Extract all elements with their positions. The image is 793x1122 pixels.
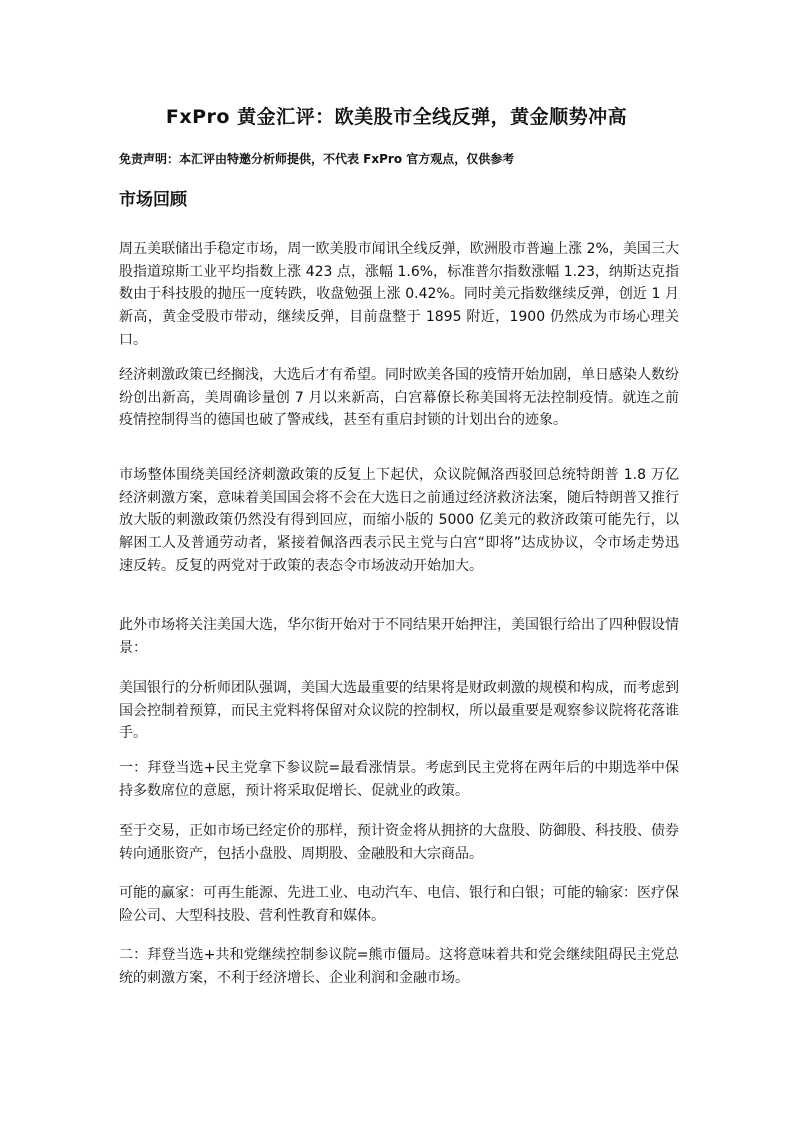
paragraph-bofa-analysis: 美国银行的分析师团队强调，美国大选最重要的结果将是财政刺激的规模和构成，而考虑到国会控制着预算，而民主党料将保留对众议院的控制权，所以最重要是观察参议院将花落谁手。 bbox=[119, 680, 679, 742]
paragraph-winners-losers: 可能的赢家：可再生能源、先进工业、电动汽车、电信、银行和白银；可能的输家：医疗保险公司、大型科技股、营利性教育和媒体。 bbox=[119, 885, 679, 924]
paragraph-stimulus-stalled: 经济刺激政策已经搁浅，大选后才有希望。同时欧美各国的疫情开始加剧，单日感染人数纷纷创出新高，美周确诊量创 7 月以来新高，白宫幕僚长称美国将无法控制疫情。就连之前疫情控制得当的德国也破了警戒线，甚至有重启封锁的计划出台的迹象。 bbox=[119, 367, 679, 429]
section-heading-market-review: 市场回顾 bbox=[119, 190, 187, 210]
paragraph-election-focus: 此外市场将关注美国大选，华尔街开始对于不同结果开始押注，美国银行给出了四种假设情景： bbox=[119, 617, 679, 656]
paragraph-scenario-one: 一：拜登当选+民主党拿下参议院=最看涨情景。考虑到民主党将在两年后的中期选举中保持多数席位的意愿，预计将采取促增长、促就业的政策。 bbox=[119, 760, 679, 799]
document-title: FxPro 黄金汇评：欧美股市全线反弹，黄金顺势冲高 bbox=[165, 106, 628, 128]
disclaimer-text: 免责声明：本汇评由特邀分析师提供，不代表 FxPro 官方观点，仅供参考 bbox=[119, 152, 515, 166]
paragraph-stimulus-negotiations: 市场整体围绕美国经济刺激政策的反复上下起伏，众议院佩洛西驳回总统特朗普 1.8 万亿经济刺激方案，意味着美国国会将不会在大选日之前通过经济救济法案，随后特朗普又推行放大版的刺激政策仍然没有得到回应，而缩小版的 5000 亿美元的救济政策可能先行，以解困工人及普通劳动者，紧接着佩洛西表示民主党与白宫“即将”达成协议，令市场走势迅速反转。反复的两党对于政策的表态令市场波动开始加大。 bbox=[119, 467, 679, 574]
paragraph-market-recap: 周五美联储出手稳定市场，周一欧美股市闻讯全线反弹，欧洲股市普遍上涨 2%，美国三大股指道琼斯工业平均指数上涨 423 点，涨幅 1.6%，标准普尔指数涨幅 1.23，纳斯达克指数由于科技股的抛压一度转跌，收盘勉强上涨 0.42%。同时美元指数继续反弹，创近 1 月新高，黄金受股市带动，继续反弹，目前盘整于 1895 附近，1900 仍然成为市场心理关口。 bbox=[119, 241, 679, 348]
paragraph-scenario-two: 二：拜登当选+共和党继续控制参议院=熊市僵局。这将意味着共和党会继续阻碍民主党总统的刺激方案，不利于经济增长、企业利润和金融市场。 bbox=[119, 947, 679, 986]
paragraph-trading-view: 至于交易，正如市场已经定价的那样，预计资金将从拥挤的大盘股、防御股、科技股、债券转向通胀资产，包括小盘股、周期股、金融股和大宗商品。 bbox=[119, 823, 679, 862]
